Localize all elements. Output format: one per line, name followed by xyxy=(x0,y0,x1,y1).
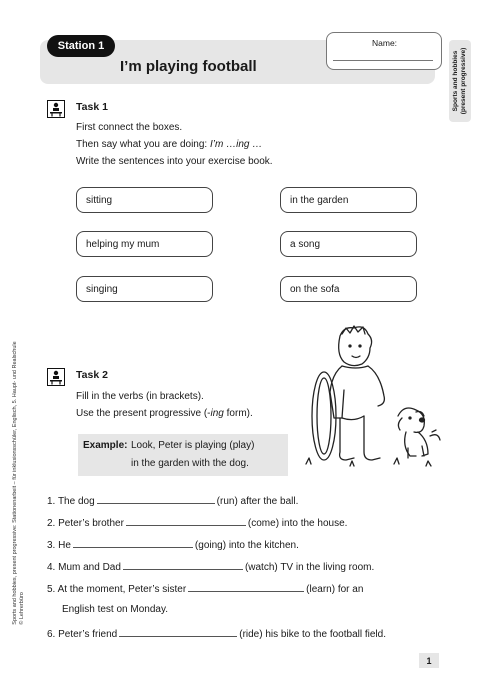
example-label: Example: xyxy=(83,440,128,451)
exercise-2 xyxy=(47,516,347,529)
exercise-after: (ride) his bike to the football field. xyxy=(239,629,386,640)
task1-instruction-3: Write the sentences into your exercise book. xyxy=(76,156,273,167)
exercise-5 xyxy=(47,582,363,595)
exercise-number: 6. xyxy=(47,629,56,640)
boy-with-hoop-and-dog-illustration xyxy=(298,320,446,472)
pupil-at-desk-icon-svg xyxy=(48,101,64,117)
exercise-3 xyxy=(47,538,299,551)
exercise-1 xyxy=(47,494,298,507)
exercise-after: (run) after the ball. xyxy=(216,496,299,507)
example-line-2: in the garden with the dog. xyxy=(131,458,249,469)
exercise-before: At the moment, Peter’s sister xyxy=(57,584,187,595)
word-box-right-3[interactable]: on the sofa xyxy=(280,276,417,302)
answer-blank[interactable] xyxy=(73,538,193,548)
word-box-left-2[interactable]: helping my mum xyxy=(76,231,213,257)
page-title: I’m playing football xyxy=(120,58,257,75)
page-number: 1 xyxy=(419,653,439,668)
exercise-6 xyxy=(47,627,386,640)
answer-blank[interactable] xyxy=(188,582,304,592)
task2-instruction-1: Fill in the verbs (in brackets). xyxy=(76,391,204,402)
answer-blank[interactable] xyxy=(123,560,243,570)
word-box-left-3[interactable]: singing xyxy=(76,276,213,302)
example-line-1: Look, Peter is playing (play) xyxy=(131,440,255,451)
task2-heading: Task 2 xyxy=(76,369,108,381)
pupil-at-desk-icon-svg xyxy=(48,369,64,385)
exercise-number: 2. xyxy=(47,518,56,529)
exercise-after: (watch) TV in the living room. xyxy=(244,562,375,573)
task1-instruction-2 xyxy=(76,139,262,150)
side-tab-line2: (present progressive) xyxy=(460,47,467,115)
exercise-number: 4. xyxy=(47,562,56,573)
exercise-number: 1. xyxy=(47,496,56,507)
answer-blank[interactable] xyxy=(126,516,246,526)
exercise-before: Peter’s brother xyxy=(58,518,124,529)
task1-heading: Task 1 xyxy=(76,101,108,113)
exercise-before: The dog xyxy=(57,496,95,507)
exercise-5-continued: English test on Monday. xyxy=(62,604,168,615)
word-box-left-1[interactable]: sitting xyxy=(76,187,213,213)
exercise-4 xyxy=(47,560,374,573)
task2-instruction-2-italic: ing xyxy=(210,408,224,419)
task2-instruction-2-suffix: form). xyxy=(223,408,253,419)
copyright-line2: © Lehrerbüro xyxy=(19,592,25,625)
task2-instruction-2 xyxy=(76,408,253,419)
exercise-before: He xyxy=(58,540,71,551)
pupil-at-desk-icon xyxy=(47,368,65,386)
side-tab-line1: Sports and hobbies xyxy=(452,50,459,112)
exercise-after: (come) into the house. xyxy=(247,518,348,529)
exercise-before: Mum and Dad xyxy=(58,562,121,573)
exercise-after: (learn) for an xyxy=(306,584,364,595)
answer-blank[interactable] xyxy=(119,627,237,637)
exercise-after: (going) into the kitchen. xyxy=(194,540,299,551)
copyright-text xyxy=(12,341,26,624)
name-write-line[interactable] xyxy=(333,60,433,61)
task2-instruction-2-prefix: Use the present progressive (- xyxy=(76,408,211,419)
answer-blank[interactable] xyxy=(97,494,215,504)
exercise-before: Peter’s friend xyxy=(58,629,118,640)
pupil-at-desk-icon xyxy=(47,100,65,118)
word-box-right-1[interactable]: in the garden xyxy=(280,187,417,213)
task1-instruction-2-prefix: Then say what you are doing: xyxy=(76,139,210,150)
side-tab-text xyxy=(452,48,468,114)
station-badge: Station 1 xyxy=(47,35,115,57)
copyright-line1: Sports and hobbies, present progressive: Stationenarbeit – für inklusionsschüler, Englisch, 5. Haupt- und Realschule xyxy=(12,341,18,625)
word-box-right-2[interactable]: a song xyxy=(280,231,417,257)
exercise-number: 3. xyxy=(47,540,56,551)
name-label: Name: xyxy=(372,38,398,48)
exercise-number: 5. xyxy=(47,584,56,595)
task1-instruction-2-italic: I’m …ing … xyxy=(209,139,263,150)
task1-instruction-1: First connect the boxes. xyxy=(76,122,183,133)
